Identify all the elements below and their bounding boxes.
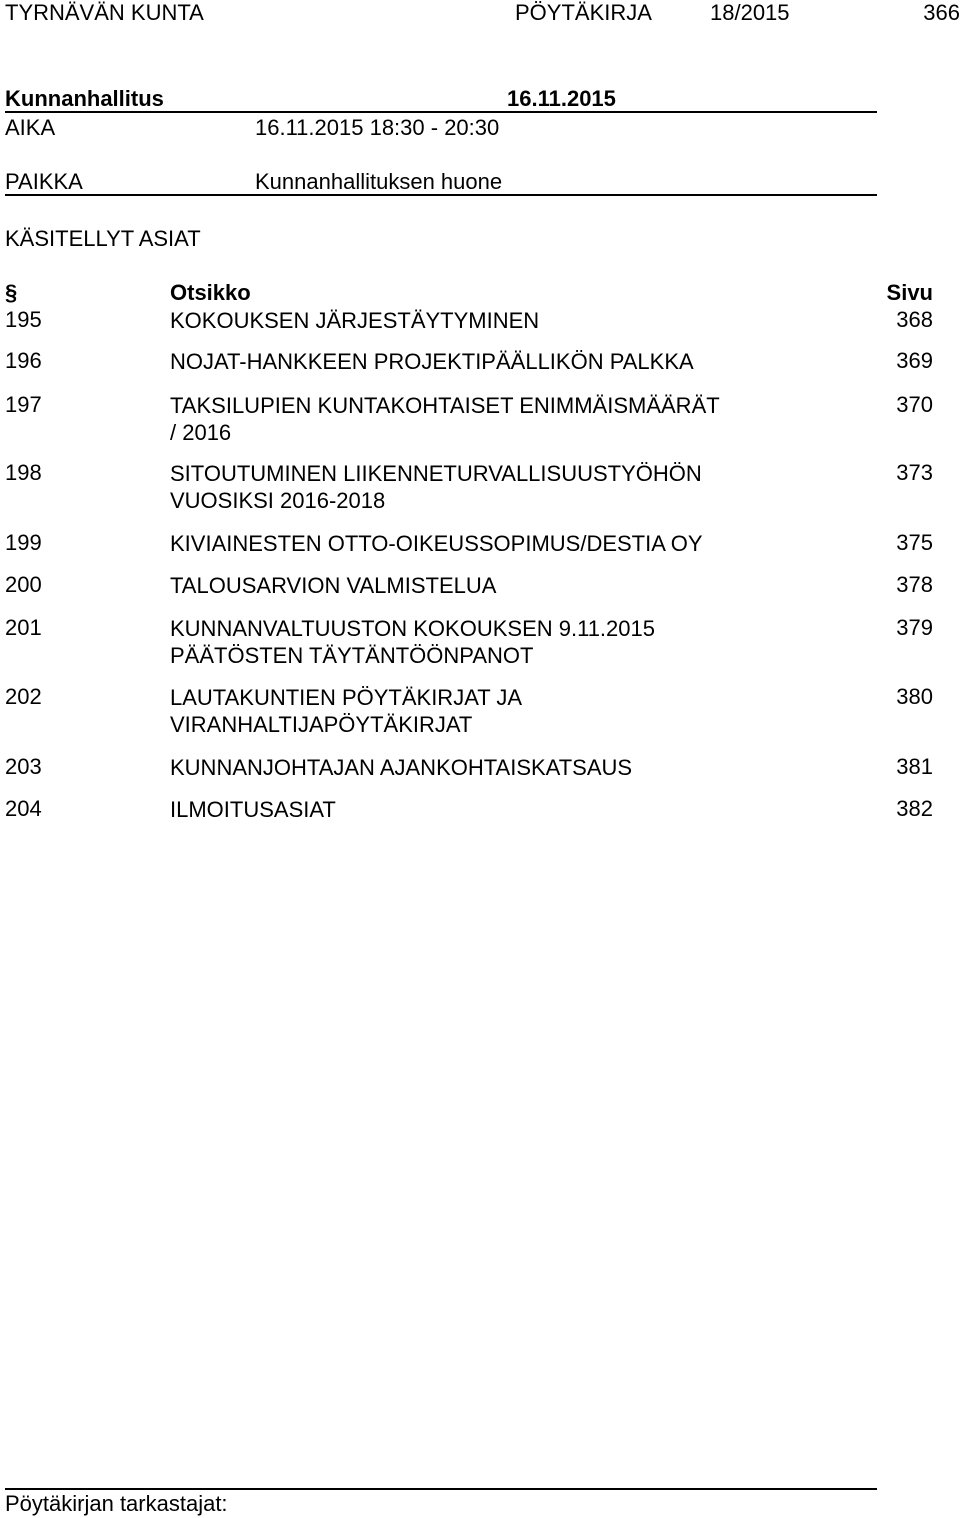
item-title: KUNNANJOHTAJAN AJANKOHTAISKATSAUS xyxy=(170,755,633,780)
item-page: 380 xyxy=(896,684,933,709)
item-number: 201 xyxy=(5,615,42,640)
section-symbol-header: § xyxy=(5,280,18,305)
item-title: NOJAT-HANKKEEN PROJEKTIPÄÄLLIKÖN PALKKA xyxy=(170,349,694,374)
item-title: KUNNANVALTUUSTON KOKOUKSEN 9.11.2015 xyxy=(170,616,655,641)
item-page: 378 xyxy=(896,572,933,597)
time-label: AIKA xyxy=(5,115,56,140)
item-title: KIVIAINESTEN OTTO-OIKEUSSOPIMUS/DESTIA OY xyxy=(170,531,703,556)
item-number: 196 xyxy=(5,348,42,373)
item-page: 368 xyxy=(896,307,933,332)
item-number: 198 xyxy=(5,460,42,485)
header-divider xyxy=(5,111,877,113)
item-title-continued: PÄÄTÖSTEN TÄYTÄNTÖÖNPANOT xyxy=(170,643,534,668)
time-value: 16.11.2015 18:30 - 20:30 xyxy=(255,115,500,140)
item-title-continued: VIRANHALTIJAPÖYTÄKIRJAT xyxy=(170,712,473,737)
item-page: 370 xyxy=(896,392,933,417)
agenda-heading: KÄSITELLYT ASIAT xyxy=(5,226,201,251)
item-page: 373 xyxy=(896,460,933,485)
meeting-body: Kunnanhallitus xyxy=(5,86,164,111)
item-page: 369 xyxy=(896,348,933,373)
item-number: 199 xyxy=(5,530,42,555)
item-title: TAKSILUPIEN KUNTAKOHTAISET ENIMMÄISMÄÄRÄT xyxy=(170,393,720,418)
item-number: 203 xyxy=(5,754,42,779)
item-number: 195 xyxy=(5,307,42,332)
municipality-name: TYRNÄVÄN KUNTA xyxy=(5,0,204,25)
item-number: 204 xyxy=(5,796,42,821)
item-number: 200 xyxy=(5,572,42,597)
item-title-continued: VUOSIKSI 2016-2018 xyxy=(170,488,386,513)
item-title: SITOUTUMINEN LIIKENNETURVALLISUUSTYÖHÖN xyxy=(170,461,702,486)
page-number: 366 xyxy=(923,0,960,25)
item-title: KOKOUKSEN JÄRJESTÄYTYMINEN xyxy=(170,308,540,333)
item-number: 197 xyxy=(5,392,42,417)
item-page: 381 xyxy=(896,754,933,779)
column-title-header: Otsikko xyxy=(170,280,251,305)
place-value: Kunnanhallituksen huone xyxy=(255,169,503,194)
item-title: ILMOITUSASIAT xyxy=(170,797,336,822)
item-page: 379 xyxy=(896,615,933,640)
item-title: TALOUSARVION VALMISTELUA xyxy=(170,573,497,598)
footer-divider xyxy=(5,1488,877,1490)
item-number: 202 xyxy=(5,684,42,709)
item-page: 382 xyxy=(896,796,933,821)
inspectors-label: Pöytäkirjan tarkastajat: xyxy=(5,1491,228,1516)
info-divider xyxy=(5,194,877,196)
column-page-header: Sivu xyxy=(886,280,933,305)
place-label: PAIKKA xyxy=(5,169,83,194)
item-page: 375 xyxy=(896,530,933,555)
document-number: 18/2015 xyxy=(710,0,790,25)
item-title: LAUTAKUNTIEN PÖYTÄKIRJAT JA xyxy=(170,685,523,710)
item-title-continued: / 2016 xyxy=(170,420,232,445)
meeting-date: 16.11.2015 xyxy=(507,86,616,111)
document-type: PÖYTÄKIRJA xyxy=(515,0,652,25)
